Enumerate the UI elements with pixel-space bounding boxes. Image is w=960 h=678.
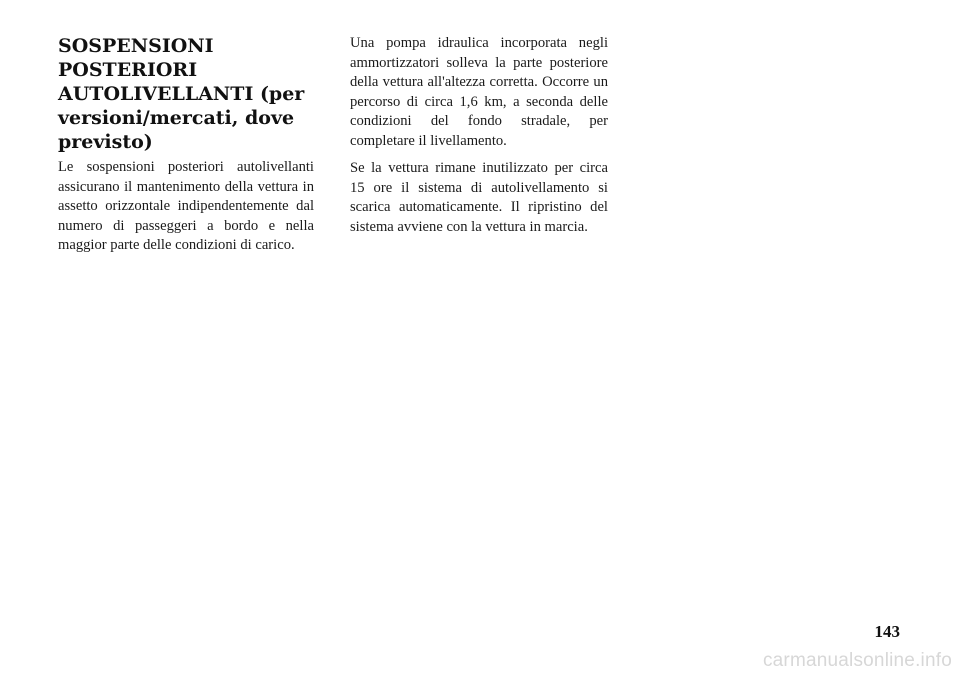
section-heading: SOSPENSIONI POSTERIORI AUTOLIVELLANTI (per versioni/mercati, dove previsto)	[58, 35, 305, 153]
page-number: 143	[874, 622, 900, 641]
watermark-text: carmanualsonline.info	[762, 650, 952, 671]
right-column	[350, 34, 608, 245]
pump-paragraph: Una pompa idraulica incorporata negli ammortizzatori solleva la parte posteriore della vettura all'altezza corretta. Occorre un percorso di circa 1,6 km, a seconda delle condizioni del fondo stradale, per completare il livellamento.	[350, 35, 608, 149]
left-column	[58, 34, 314, 264]
discharge-paragraph: Se la vettura rimane inutilizzato per circa 15 ore il sistema di autolivellamento si scarica automaticamente. Il ripristino del sistema avviene con la vettura in marcia.	[350, 160, 608, 235]
intro-paragraph: Le sospensioni posteriori autolivellanti assicurano il mantenimento della vettura in assetto orizzontale indipendentemente dal numero di passeggeri a bordo e nella maggior parte delle condizioni di carico.	[58, 159, 314, 253]
